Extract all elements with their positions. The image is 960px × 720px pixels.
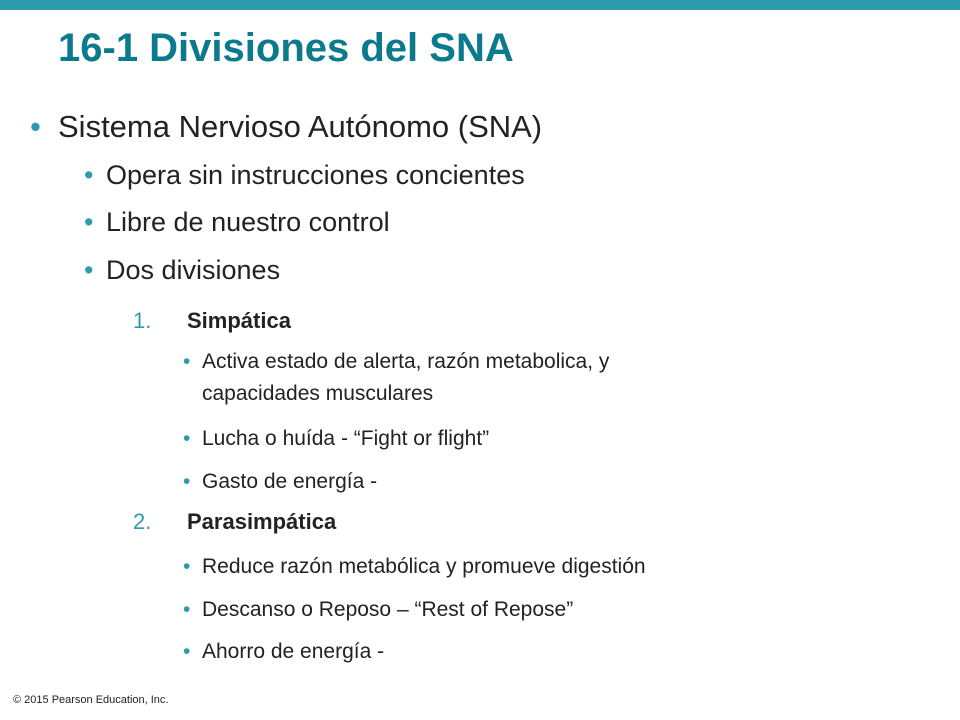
bullet-icon: •: [84, 207, 94, 237]
division-item-text-continued: capacidades musculares: [202, 382, 434, 405]
division-number: 2.: [133, 509, 152, 534]
sub-bullet-text: Libre de nuestro control: [106, 207, 390, 237]
copyright-footer: © 2015 Pearson Education, Inc.: [13, 694, 169, 706]
division-name: Parasimpática: [187, 509, 337, 534]
bullet-icon: •: [183, 598, 191, 621]
division-item-text: Ahorro de energía -: [202, 640, 385, 663]
division-item-text: Activa estado de alerta, razón metabolica, y: [202, 350, 610, 373]
bullet-icon: •: [30, 109, 41, 144]
bullet-icon: •: [183, 555, 191, 578]
bullet-icon: •: [183, 640, 191, 663]
top-accent-bar: [0, 0, 960, 10]
division-number: 1.: [133, 308, 152, 333]
sub-bullet-text: Opera sin instrucciones concientes: [106, 160, 525, 190]
division-item-text: Lucha o huída - “Fight or flight”: [202, 427, 490, 450]
bullet-icon: •: [84, 160, 94, 190]
bullet-icon: •: [84, 255, 94, 285]
main-bullet-text: Sistema Nervioso Autónomo (SNA): [58, 109, 543, 144]
bullet-icon: •: [183, 470, 191, 493]
sub-bullet-text: Dos divisiones: [106, 255, 281, 285]
division-item-text: Descanso o Reposo – “Rest of Repose”: [202, 598, 574, 621]
bullet-icon: •: [183, 350, 191, 373]
bullet-icon: •: [183, 427, 191, 450]
slide-title: 16-1 Divisiones del SNA: [58, 26, 514, 70]
division-item-text: Gasto de energía -: [202, 470, 378, 493]
division-name: Simpática: [187, 308, 291, 333]
division-item-text: Reduce razón metabólica y promueve digestión: [202, 555, 646, 578]
